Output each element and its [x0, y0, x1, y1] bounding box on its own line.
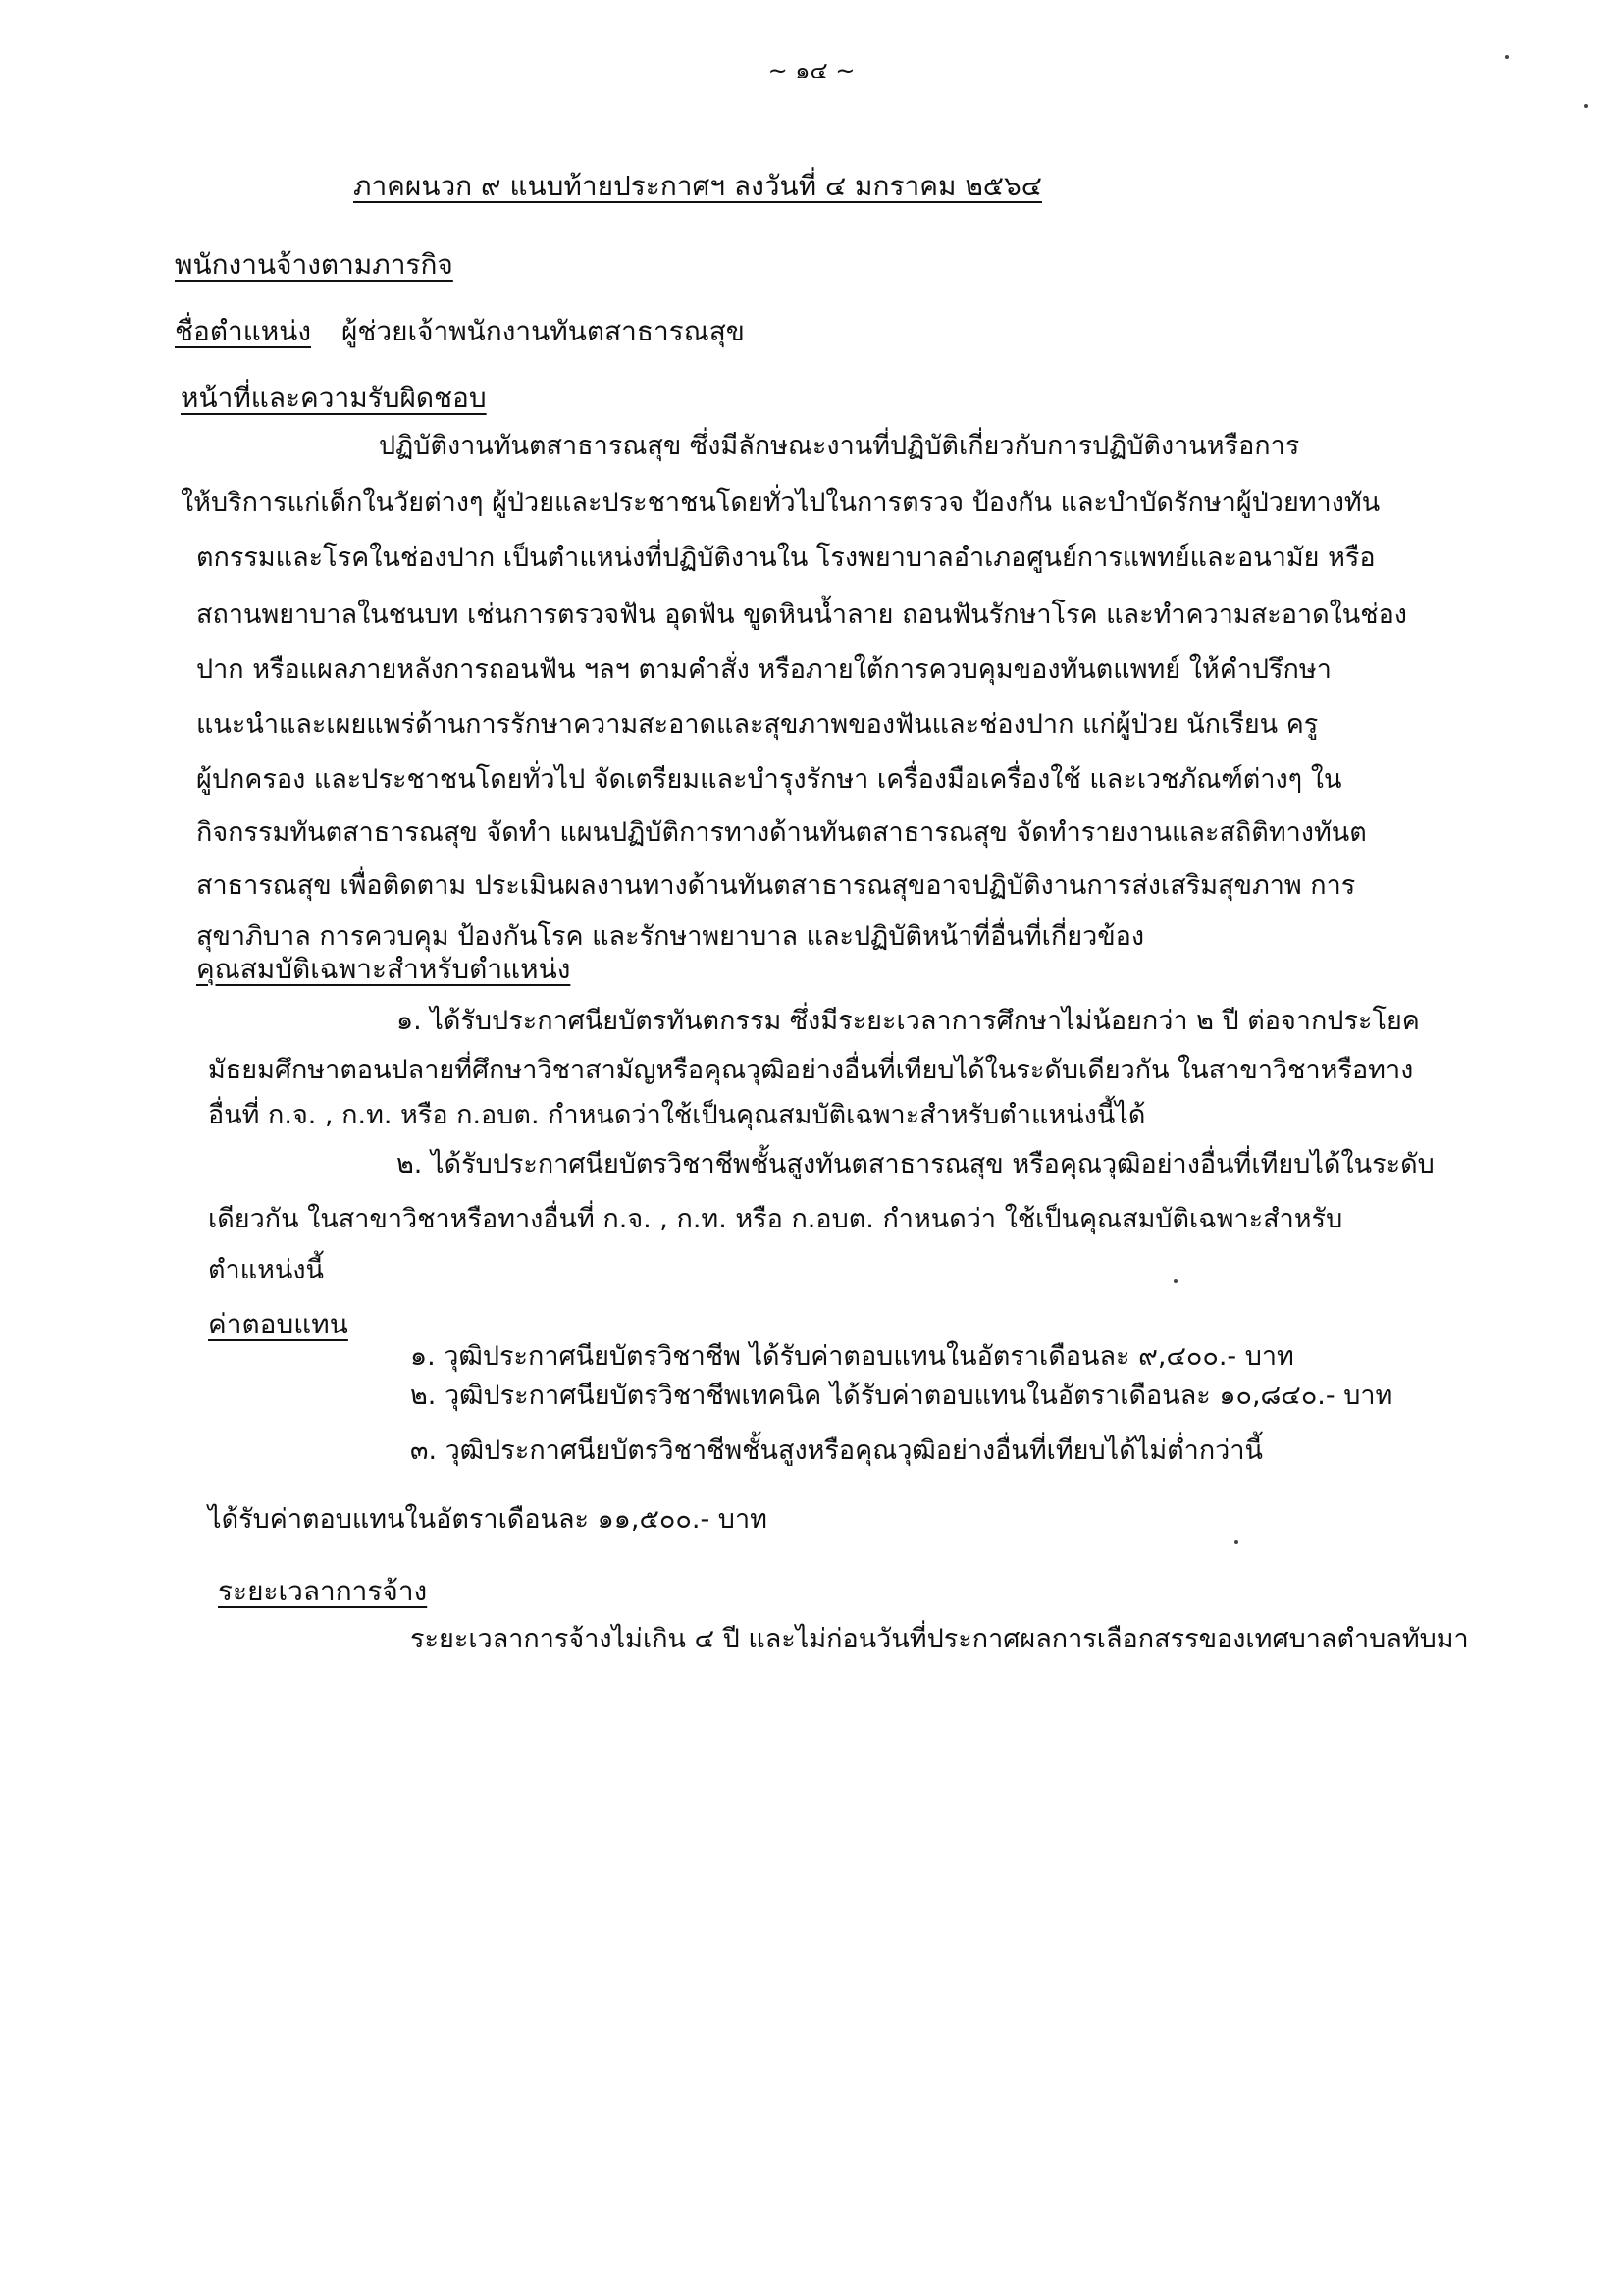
compensation-line: ๒. วุฒิประกาศนียบัตรวิชาชีพเทคนิค ได้รับค่าตอบแทนในอัตราเดือนละ ๑๐,๘๔๐.- บาท [410, 1381, 1393, 1411]
qualification-line: ตำแหน่งนี้ [208, 1255, 324, 1285]
qualification-line: เดียวกัน ในสาขาวิชาหรือทางอื่นที่ ก.จ. , ก.ท. หรือ ก.อบต. กำหนดว่า ใช้เป็นคุณสมบัติเฉพาะสำหรับ [208, 1204, 1343, 1234]
document-title: ภาคผนวก ๙ แนบท้ายประกาศฯ ลงวันที่ ๔ มกราคม ๒๕๖๔ [353, 170, 1042, 202]
duties-line: แนะนำและเผยแพร่ด้านการรักษาความสะอาดและสุขภาพของฟันและช่องปาก แก่ผู้ป่วย นักเรียน ครู [196, 709, 1319, 740]
scan-speck [1174, 1279, 1178, 1283]
duties-line: สุขาภิบาล การควบคุม ป้องกันโรค และรักษาพยาบาล และปฏิบัติหน้าที่อื่นที่เกี่ยวข้อง [196, 921, 1145, 952]
page-number: ~ ๑๔ ~ [767, 57, 856, 84]
compensation-line: ได้รับค่าตอบแทนในอัตราเดือนละ ๑๑,๕๐๐.- บาท [208, 1504, 767, 1535]
duties-line: กิจกรรมทันตสาธารณสุข จัดทำ แผนปฏิบัติการทางด้านทันตสาธารณสุข จัดทำรายงานและสถิติทางทันต [196, 817, 1367, 848]
qualification-line: มัธยมศึกษาตอนปลายที่ศึกษาวิชาสามัญหรือคุณวุฒิอย่างอื่นที่เทียบได้ในระดับเดียวกัน ในสาขาวิชาหรือทาง [208, 1055, 1414, 1085]
employee-type-heading: พนักงานจ้างตามภารกิจ [175, 248, 453, 281]
compensation-line: ๓. วุฒิประกาศนียบัตรวิชาชีพชั้นสูงหรือคุณวุฒิอย่างอื่นที่เทียบได้ไม่ต่ำกว่านี้ [410, 1435, 1263, 1466]
employment-period-line: ระยะเวลาการจ้างไม่เกิน ๔ ปี และไม่ก่อนวันที่ประกาศผลการเลือกสรรของเทศบาลตำบลทับมา [410, 1624, 1469, 1654]
position-label: ชื่อตำแหน่ง [175, 315, 312, 347]
scan-speck [1234, 1540, 1238, 1544]
scan-speck [1584, 104, 1588, 108]
duties-line: ให้บริการแก่เด็กในวัยต่างๆ ผู้ป่วยและประชาชนโดยทั่วไปในการตรวจ ป้องกัน และบำบัดรักษาผู้ป่วยทางทัน [181, 488, 1381, 518]
employment-period-heading: ระยะเวลาการจ้าง [218, 1575, 428, 1607]
duties-line: สถานพยาบาลในชนบท เช่นการตรวจฟัน อุดฟัน ขูดหินน้ำลาย ถอนฟันรักษาโรค และทำความสะอาดในช่อง [196, 600, 1407, 630]
duties-line: ผู้ปกครอง และประชาชนโดยทั่วไป จัดเตรียมและบำรุงรักษา เครื่องมือเครื่องใช้ และเวชภัณฑ์ต่างๆ ใน [196, 764, 1342, 795]
compensation-line: ๑. วุฒิประกาศนียบัตรวิชาชีพ ได้รับค่าตอบแทนในอัตราเดือนละ ๙,๔๐๐.- บาท [410, 1341, 1294, 1372]
scan-speck [1505, 55, 1509, 59]
duties-line: ปาก หรือแผลภายหลังการถอนฟัน ฯลฯ ตามคำสั่ง หรือภายใต้การควบคุมของทันตแพทย์ ให้คำปรึกษา [196, 654, 1332, 685]
qualifications-heading: คุณสมบัติเฉพาะสำหรับตำแหน่ง [196, 953, 571, 985]
qualification-line: ๒. ได้รับประกาศนียบัตรวิชาชีพชั้นสูงทันตสาธารณสุข หรือคุณวุฒิอย่างอื่นที่เทียบได้ในระดับ [396, 1149, 1435, 1179]
duties-line: ปฏิบัติงานทันตสาธารณสุข ซึ่งมีลักษณะงานที่ปฏิบัติเกี่ยวกับการปฏิบัติงานหรือการ [379, 431, 1300, 461]
qualification-line: อื่นที่ ก.จ. , ก.ท. หรือ ก.อบต. กำหนดว่าใช้เป็นคุณสมบัติเฉพาะสำหรับตำแหน่งนี้ได้ [208, 1100, 1146, 1130]
position-value: ผู้ช่วยเจ้าพนักงานทันตสาธารณสุข [340, 315, 745, 347]
compensation-heading: ค่าตอบแทน [208, 1308, 348, 1340]
duties-heading: หน้าที่และความรับผิดชอบ [181, 382, 487, 414]
duties-line: สาธารณสุข เพื่อติดตาม ประเมินผลงานทางด้านทันตสาธารณสุขอาจปฏิบัติงานการส่งเสริมสุขภาพ การ [196, 870, 1356, 901]
duties-line: ตกรรมและโรคในช่องปาก เป็นตำแหน่งที่ปฏิบัติงานใน โรงพยาบาลอำเภอศูนย์การแพทย์และอนามัย หรือ [196, 543, 1376, 573]
qualification-line: ๑. ได้รับประกาศนียบัตรทันตกรรม ซึ่งมีระยะเวลาการศึกษาไม่น้อยกว่า ๒ ปี ต่อจากประโยค [396, 1006, 1420, 1036]
position-line [175, 310, 745, 353]
